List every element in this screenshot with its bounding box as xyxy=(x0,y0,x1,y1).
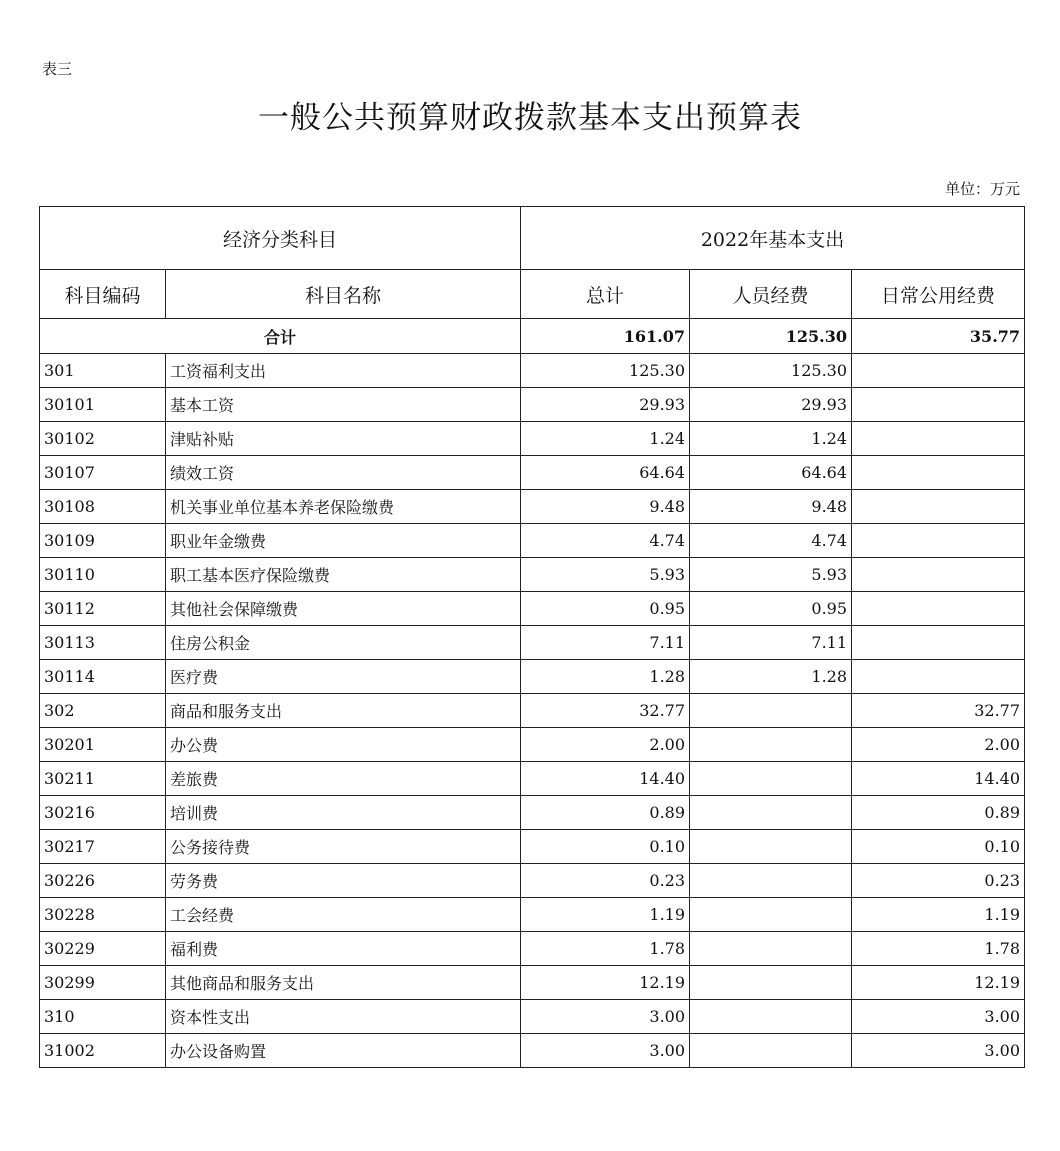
row-name: 培训费 xyxy=(166,796,521,830)
row-personnel xyxy=(690,898,852,932)
row-code: 31002 xyxy=(40,1034,166,1068)
header-year-basic-expense: 2022年基本支出 xyxy=(521,207,1025,270)
row-name: 津贴补贴 xyxy=(166,422,521,456)
table-row xyxy=(40,1000,1025,1034)
row-personnel: 125.30 xyxy=(690,354,852,388)
row-public xyxy=(852,626,1025,660)
row-total: 14.40 xyxy=(521,762,690,796)
row-public: 0.23 xyxy=(852,864,1025,898)
table-row xyxy=(40,558,1025,592)
row-personnel: 0.95 xyxy=(690,592,852,626)
table-row xyxy=(40,728,1025,762)
row-name: 劳务费 xyxy=(166,864,521,898)
row-code: 30110 xyxy=(40,558,166,592)
row-code: 302 xyxy=(40,694,166,728)
table-row xyxy=(40,626,1025,660)
row-total: 125.30 xyxy=(521,354,690,388)
row-personnel: 9.48 xyxy=(690,490,852,524)
total-public: 35.77 xyxy=(852,319,1025,354)
row-public: 12.19 xyxy=(852,966,1025,1000)
row-code: 30101 xyxy=(40,388,166,422)
row-public: 0.89 xyxy=(852,796,1025,830)
row-total: 1.28 xyxy=(521,660,690,694)
row-personnel: 64.64 xyxy=(690,456,852,490)
table-row xyxy=(40,524,1025,558)
table-row xyxy=(40,422,1025,456)
row-code: 30107 xyxy=(40,456,166,490)
row-total: 0.95 xyxy=(521,592,690,626)
table-row xyxy=(40,898,1025,932)
row-public xyxy=(852,422,1025,456)
row-total: 64.64 xyxy=(521,456,690,490)
table-row xyxy=(40,456,1025,490)
row-name: 工会经费 xyxy=(166,898,521,932)
total-label: 合计 xyxy=(40,319,521,354)
header-total: 总计 xyxy=(521,270,690,319)
table-row xyxy=(40,932,1025,966)
row-personnel xyxy=(690,1034,852,1068)
row-total: 4.74 xyxy=(521,524,690,558)
row-code: 30211 xyxy=(40,762,166,796)
row-code: 30114 xyxy=(40,660,166,694)
total-sum: 161.07 xyxy=(521,319,690,354)
row-public xyxy=(852,592,1025,626)
header-name: 科目名称 xyxy=(166,270,521,319)
row-name: 其他商品和服务支出 xyxy=(166,966,521,1000)
row-code: 30299 xyxy=(40,966,166,1000)
row-name: 绩效工资 xyxy=(166,456,521,490)
row-public: 14.40 xyxy=(852,762,1025,796)
row-personnel xyxy=(690,830,852,864)
header-row-group xyxy=(40,207,1025,270)
row-name: 商品和服务支出 xyxy=(166,694,521,728)
table-row xyxy=(40,694,1025,728)
table-body xyxy=(40,319,1025,1068)
row-total: 0.89 xyxy=(521,796,690,830)
table-row xyxy=(40,388,1025,422)
table-row xyxy=(40,864,1025,898)
row-personnel: 4.74 xyxy=(690,524,852,558)
table-row xyxy=(40,490,1025,524)
row-total: 32.77 xyxy=(521,694,690,728)
table-row xyxy=(40,1034,1025,1068)
row-public: 2.00 xyxy=(852,728,1025,762)
row-personnel xyxy=(690,864,852,898)
header-personnel: 人员经费 xyxy=(690,270,852,319)
row-personnel: 7.11 xyxy=(690,626,852,660)
row-total: 5.93 xyxy=(521,558,690,592)
row-total: 3.00 xyxy=(521,1000,690,1034)
row-code: 30112 xyxy=(40,592,166,626)
row-name: 差旅费 xyxy=(166,762,521,796)
row-public xyxy=(852,524,1025,558)
row-code: 310 xyxy=(40,1000,166,1034)
table-label: 表三 xyxy=(42,60,73,78)
unit-label: 单位：万元 xyxy=(944,180,1020,198)
row-total: 1.24 xyxy=(521,422,690,456)
row-total: 9.48 xyxy=(521,490,690,524)
table-row xyxy=(40,592,1025,626)
row-personnel xyxy=(690,796,852,830)
row-code: 30228 xyxy=(40,898,166,932)
row-name: 职工基本医疗保险缴费 xyxy=(166,558,521,592)
row-personnel xyxy=(690,1000,852,1034)
row-personnel xyxy=(690,966,852,1000)
row-name: 工资福利支出 xyxy=(166,354,521,388)
row-total: 7.11 xyxy=(521,626,690,660)
header-code: 科目编码 xyxy=(40,270,166,319)
row-code: 30113 xyxy=(40,626,166,660)
row-total: 1.78 xyxy=(521,932,690,966)
row-personnel xyxy=(690,932,852,966)
row-public xyxy=(852,354,1025,388)
row-personnel: 29.93 xyxy=(690,388,852,422)
row-name: 公务接待费 xyxy=(166,830,521,864)
header-row-columns xyxy=(40,270,1025,319)
row-total: 2.00 xyxy=(521,728,690,762)
row-code: 30108 xyxy=(40,490,166,524)
row-name: 机关事业单位基本养老保险缴费 xyxy=(166,490,521,524)
table-row xyxy=(40,762,1025,796)
row-personnel: 1.28 xyxy=(690,660,852,694)
row-personnel: 1.24 xyxy=(690,422,852,456)
row-name: 住房公积金 xyxy=(166,626,521,660)
row-name: 福利费 xyxy=(166,932,521,966)
row-public xyxy=(852,660,1025,694)
row-name: 资本性支出 xyxy=(166,1000,521,1034)
page-title: 一般公共预算财政拨款基本支出预算表 xyxy=(258,100,802,136)
row-public xyxy=(852,558,1025,592)
row-personnel: 5.93 xyxy=(690,558,852,592)
row-personnel xyxy=(690,694,852,728)
row-public: 0.10 xyxy=(852,830,1025,864)
table-row xyxy=(40,354,1025,388)
table-row xyxy=(40,796,1025,830)
row-name: 其他社会保障缴费 xyxy=(166,592,521,626)
row-code: 30226 xyxy=(40,864,166,898)
row-code: 30109 xyxy=(40,524,166,558)
row-public xyxy=(852,490,1025,524)
row-total: 3.00 xyxy=(521,1034,690,1068)
row-total: 1.19 xyxy=(521,898,690,932)
row-name: 基本工资 xyxy=(166,388,521,422)
row-code: 30229 xyxy=(40,932,166,966)
budget-table xyxy=(39,206,1025,1068)
row-public xyxy=(852,456,1025,490)
table-row xyxy=(40,966,1025,1000)
header-economic-category: 经济分类科目 xyxy=(40,207,521,270)
row-public xyxy=(852,388,1025,422)
row-total: 0.10 xyxy=(521,830,690,864)
header-public: 日常公用经费 xyxy=(852,270,1025,319)
row-public: 1.19 xyxy=(852,898,1025,932)
total-personnel: 125.30 xyxy=(690,319,852,354)
row-code: 30216 xyxy=(40,796,166,830)
total-row xyxy=(40,319,1025,354)
row-total: 29.93 xyxy=(521,388,690,422)
row-total: 0.23 xyxy=(521,864,690,898)
row-code: 30217 xyxy=(40,830,166,864)
row-code: 30102 xyxy=(40,422,166,456)
row-personnel xyxy=(690,762,852,796)
row-name: 职业年金缴费 xyxy=(166,524,521,558)
row-public: 1.78 xyxy=(852,932,1025,966)
row-name: 办公设备购置 xyxy=(166,1034,521,1068)
row-code: 301 xyxy=(40,354,166,388)
row-public: 32.77 xyxy=(852,694,1025,728)
row-name: 办公费 xyxy=(166,728,521,762)
row-name: 医疗费 xyxy=(166,660,521,694)
row-code: 30201 xyxy=(40,728,166,762)
row-personnel xyxy=(690,728,852,762)
row-total: 12.19 xyxy=(521,966,690,1000)
row-public: 3.00 xyxy=(852,1000,1025,1034)
table-row xyxy=(40,830,1025,864)
row-public: 3.00 xyxy=(852,1034,1025,1068)
table-row xyxy=(40,660,1025,694)
